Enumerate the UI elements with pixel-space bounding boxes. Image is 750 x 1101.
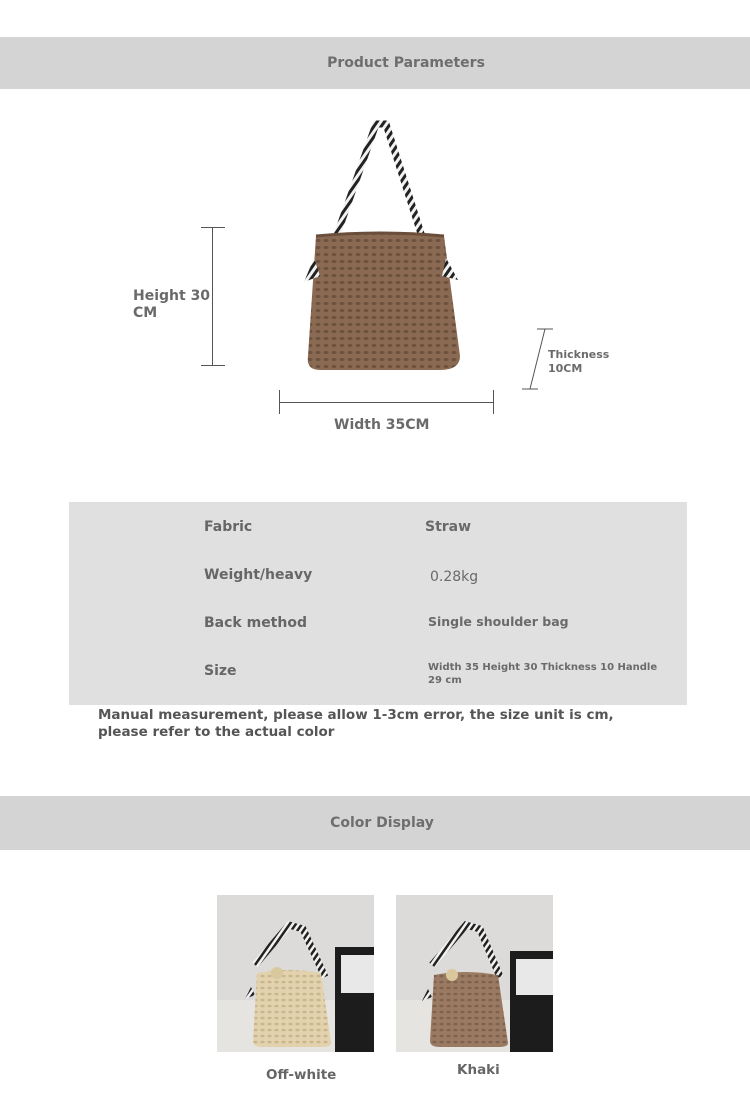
thickness-label: Thickness 10CM — [548, 348, 610, 375]
param-value-back-method: Single shoulder bag — [428, 614, 569, 629]
color-display-title: Color Display — [330, 815, 434, 831]
height-measure-cap-bottom — [201, 365, 225, 366]
width-measure-line — [279, 402, 494, 403]
height-label: Height 30 CM — [133, 288, 211, 321]
product-parameters-title: Product Parameters — [327, 55, 485, 71]
bag-illustration — [290, 118, 470, 378]
param-value-weight: 0.28kg — [430, 569, 479, 585]
measurement-note: Manual measurement, please allow 1-3cm error, the size unit is cm, please refer to the actual color — [98, 707, 614, 740]
width-label: Width 35CM — [334, 417, 430, 433]
param-label-size: Size — [204, 663, 237, 679]
param-label-weight: Weight/heavy — [204, 567, 313, 583]
param-value-size: Width 35 Height 30 Thickness 10 Handle 29 cm — [428, 662, 658, 686]
height-measure-cap-top — [201, 227, 225, 228]
param-label-back-method: Back method — [204, 615, 307, 631]
param-label-fabric: Fabric — [204, 519, 253, 535]
color-label-khaki: Khaki — [457, 1062, 500, 1078]
color-label-off-white: Off-white — [266, 1067, 337, 1083]
product-parameters-header — [0, 37, 750, 89]
parameters-table — [69, 502, 687, 705]
color-swatch-khaki[interactable] — [396, 895, 553, 1052]
width-measure-cap-right — [493, 390, 494, 414]
color-display-header — [0, 796, 750, 850]
color-swatch-off-white[interactable] — [217, 895, 374, 1052]
width-measure-cap-left — [279, 390, 280, 414]
param-value-fabric: Straw — [425, 519, 472, 535]
